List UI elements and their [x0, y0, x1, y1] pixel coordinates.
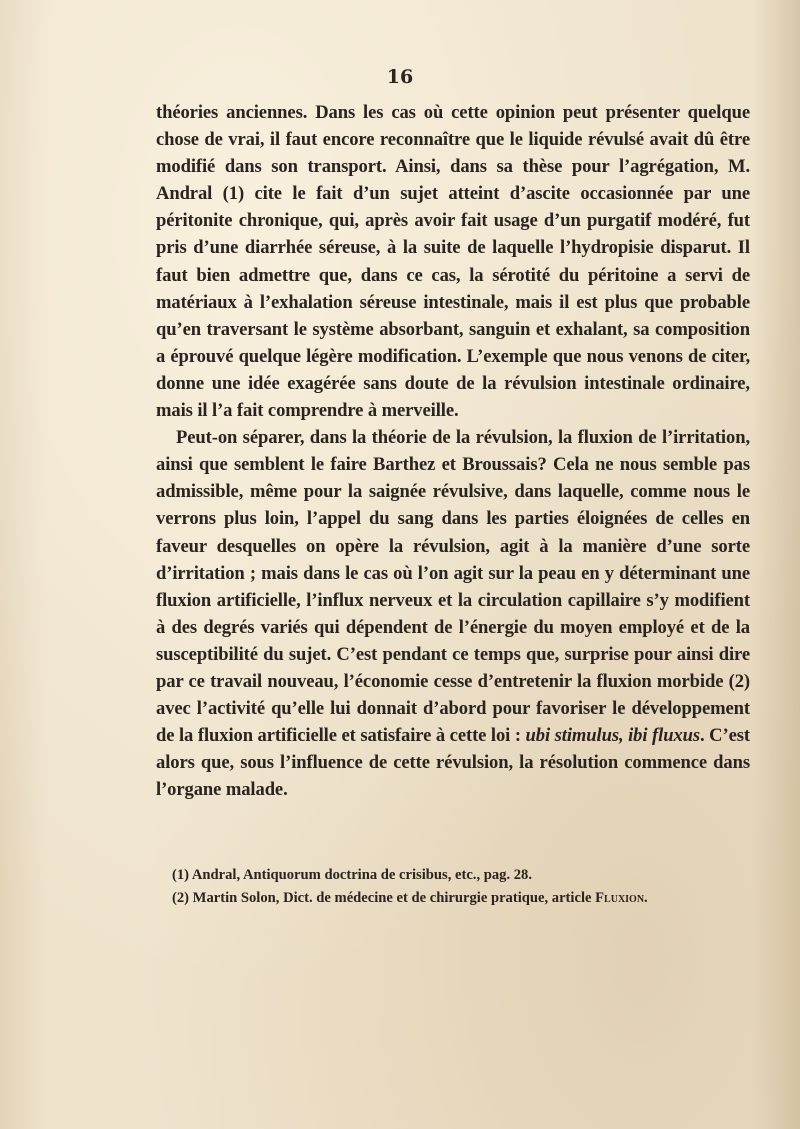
page-number: 16	[386, 66, 414, 88]
footnote-1-text: (1) Andral, Antiquorum doctrina de crisibus, etc., pag. 28.	[172, 867, 532, 883]
footnote-2-article: Fluxion.	[595, 889, 648, 906]
footnote-1	[156, 864, 750, 887]
footnote-2	[156, 887, 750, 910]
footnotes	[156, 864, 750, 909]
paragraph-1-text: théories anciennes. Dans les cas où cette opinion peut présenter quelque chose de vrai, il faut encore reconnaître que le liquide révulsé avait dû être modifié dans son transport. Ainsi, dans sa thèse pour l’agrégation, M. Andral (1) cite le fait d’un sujet atteint d’ascite occasionnée par une péritonite chronique, qui, après avoir fait usage d’un purgatif modéré, fut pris d’une diarrhée séreuse, à la suite de laquelle l’hydropisie disparut. Il faut bien admettre que, dans ce cas, la sérotité du péritoine a servi de matériaux à l’exhalation séreuse intestinale, mais il est plus que probable qu’en traversant le système absorbant, sanguin et exhalant, sa composition a éprouvé quelque légère modification. L’exemple que nous venons de citer, donne une idée exagérée sans doute de la révulsion intestinale ordinaire, mais il l’a fait comprendre à merveille.	[156, 102, 750, 422]
paragraph-1	[156, 99, 750, 424]
footnote-2-text: (2) Martin Solon, Dict. de médecine et de chirurgie pratique, article	[172, 889, 596, 906]
latin-maxim: ubi stimulus, ibi fluxus	[525, 725, 701, 747]
paragraph-2-text-a: Peut-on séparer, dans la théorie de la révulsion, la fluxion de l’irritation, ainsi que semblent le faire Barthez et Broussais? Cela ne nous semble pas admissible, même pour la saignée révulsive, dans laquelle, comme nous le verrons plus loin, l’appel du sang dans les parties éloignées de celles en faveur desquelles on opère la révulsion, agit à la manière d’une sorte d’irritation ; mais dans le cas où l’on agit sur la peau en y déterminant une fluxion artificielle, l’influx nerveux et la circulation capillaire s’y modifient à des degrés variés qui dépendent de l’énergie du moyen employé et de la susceptibilité du sujet. C’est pendant ce temps que, surprise pour ainsi dire par ce travail nouveau, l’économie cesse d’entretenir la fluxion morbide (2) avec l’activité qu’elle lui donnait d’abord pour favoriser le développement de la fluxion artificielle et satisfaire à cette loi :	[156, 427, 750, 747]
body-text	[156, 99, 750, 803]
paragraph-2-text-b: . C’est alors que, sous l’influence de cette révulsion, la résolution commence dans l’organe malade.	[156, 725, 750, 801]
paragraph-2	[156, 424, 750, 803]
